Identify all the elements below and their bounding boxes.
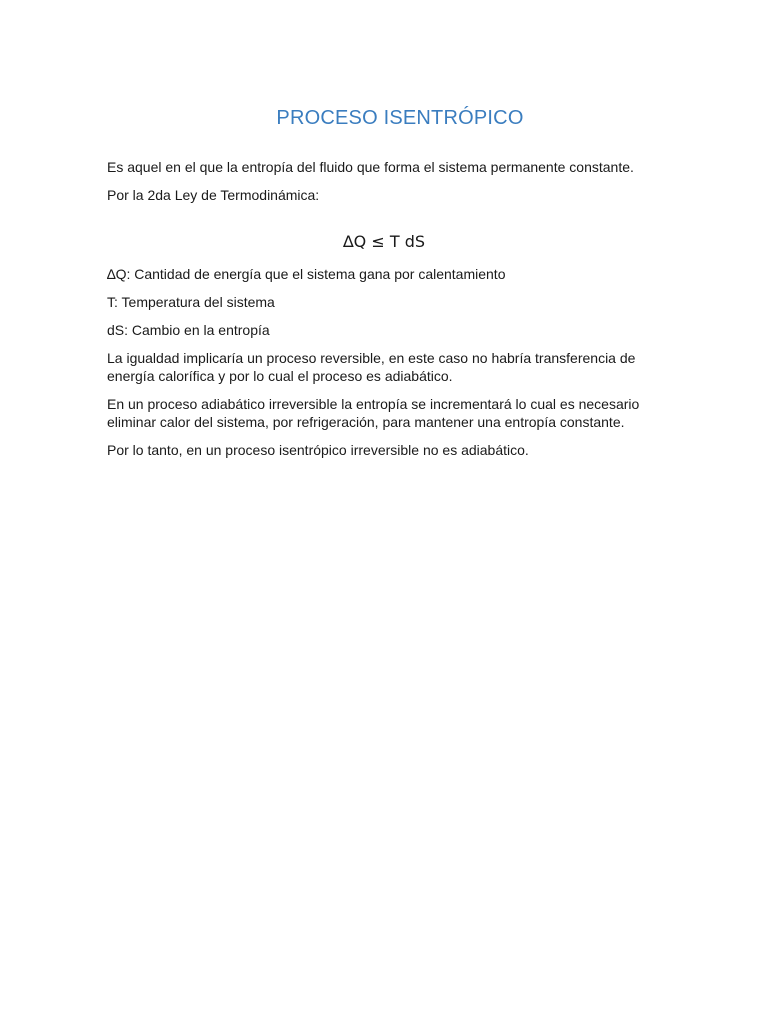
definition-temperature: T: Temperatura del sistema: [107, 294, 275, 310]
reversible-paragraph: La igualdad implicaría un proceso reversible, en este caso no habría transferencia de energía calorífica y por lo cual el proceso es adiabático.: [107, 350, 636, 384]
document-title: PROCESO ISENTRÓPICO: [276, 107, 524, 129]
entropy-inequality-formula: ∆Q ≤ T dS: [342, 232, 426, 251]
definition-entropy-change: dS: Cambio en la entropía: [107, 322, 270, 338]
document-content: [107, 104, 667, 469]
irreversible-paragraph: En un proceso adiabático irreversible la entropía se incrementará lo cual es necesario eliminar calor del sistema, por refrigeración, para mantener una entropía constante.: [107, 396, 640, 430]
conclusion-paragraph: Por lo tanto, en un proceso isentrópico irreversible no es adiabático.: [107, 442, 529, 458]
intro-paragraph: Es aquel en el que la entropía del fluido que forma el sistema permanente constante.: [107, 159, 634, 175]
definition-delta-q: ∆Q: Cantidad de energía que el sistema gana por calentamiento: [107, 266, 506, 282]
law-intro-paragraph: Por la 2da Ley de Termodinámica:: [107, 187, 320, 203]
